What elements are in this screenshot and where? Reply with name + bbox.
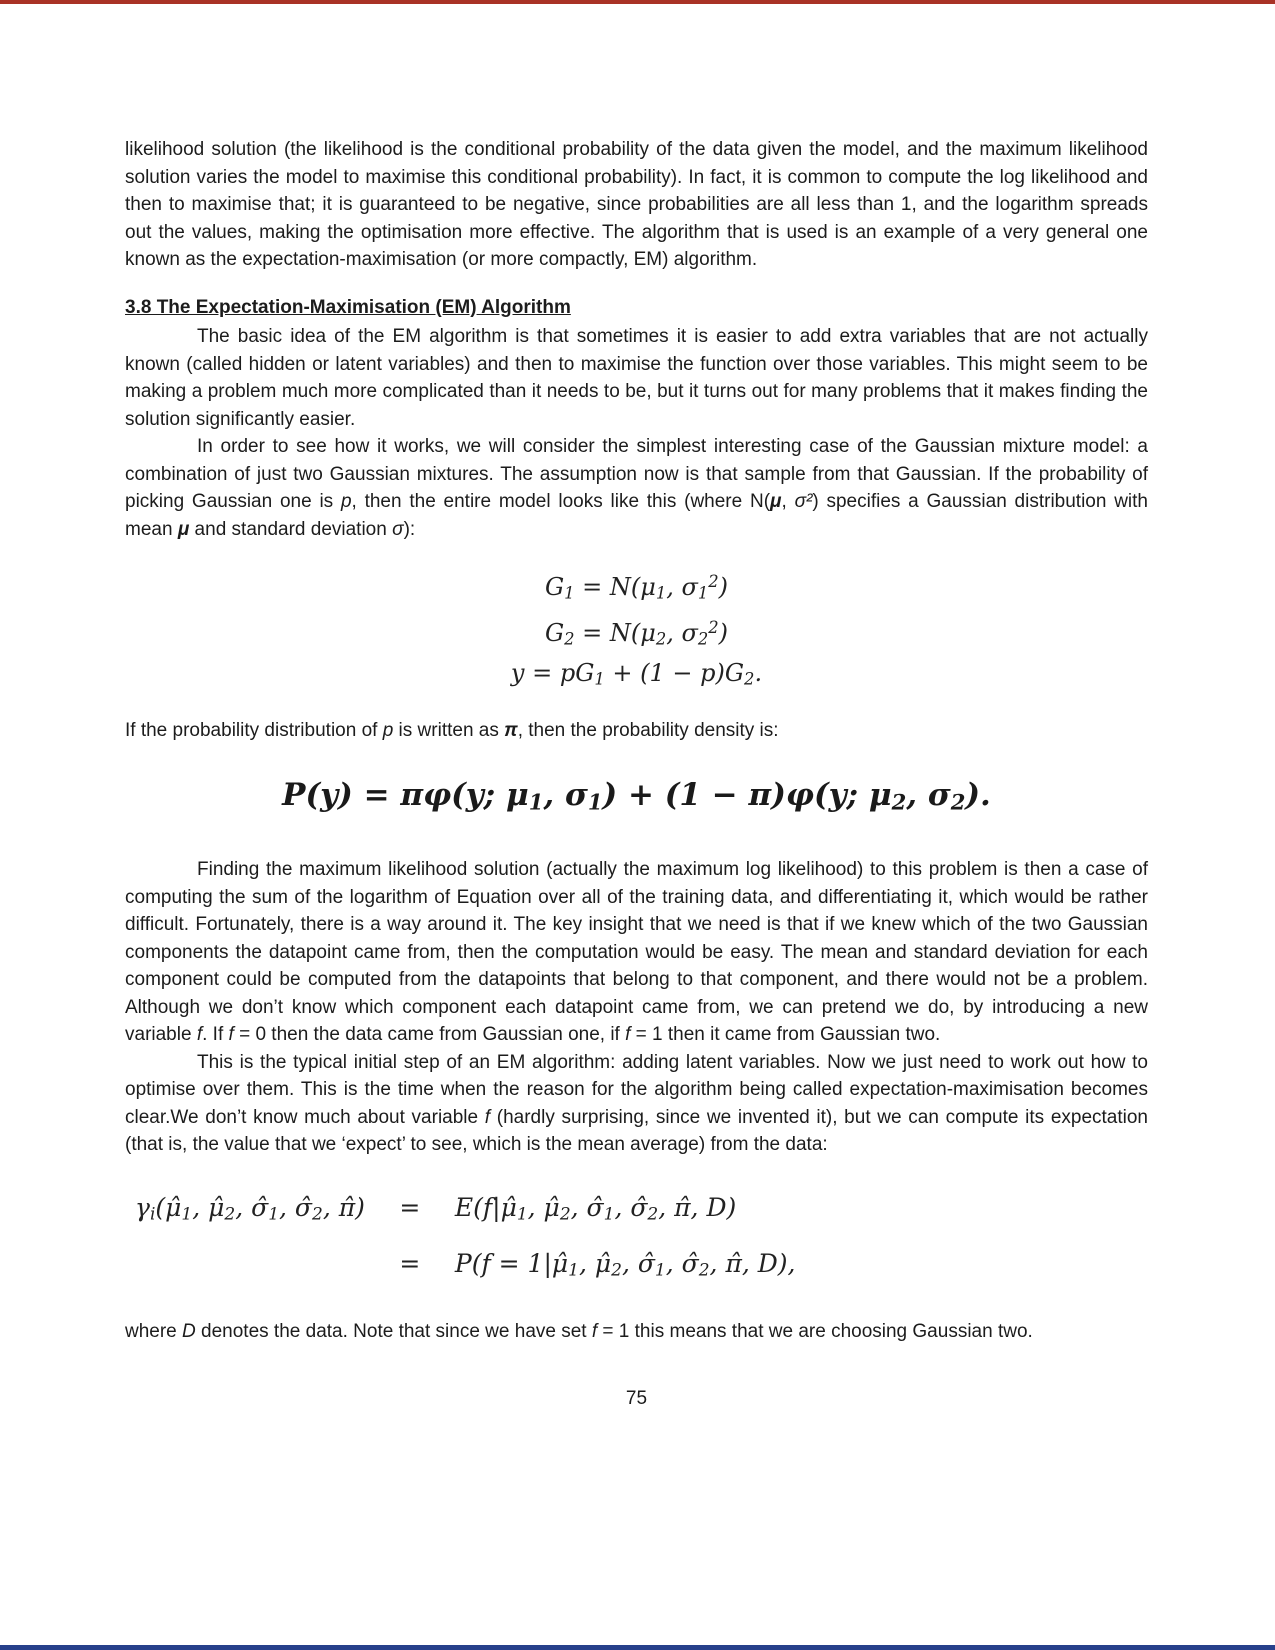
equals-sign: = [399, 1192, 421, 1222]
paragraph-gaussian-mixture: In order to see how it works, we will consider the simplest interesting case of the Gaussian mixture model: a combination of just two Gaussian mixtures. The assumption now is that sample from that Gaussian. If the probability of picking Gaussian one is p, then the entire model looks like this (where N(μ, σ²) specifies a Gaussian distribution with mean μ and standard deviation σ): [125, 436, 1148, 540]
equation-g2: G2 = N(μ2, $\sigma 2^2$) [544, 617, 729, 649]
equation-gaussian-definitions [125, 565, 1148, 697]
paragraph-max-likelihood: Finding the maximum likelihood solution (actually the maximum log likelihood) to this problem is then a case of computing the sum of the logarithm of Equation over all of the training data, and differentiating it, which would be rather difficult. Fortunately, there is a way around it. The key insight that we need is that if we knew which of the two Gaussian components the datapoint came from, then the computation would be easy. The mean and standard deviation for each component could be computed from the datapoints that belong to that component, and there would not be a problem. Although we don’t know which component each datapoint came from, we can pretend we do, by introducing a new variable f. If f = 0 then the data came from Gaussian one, if f = 1 then it came from Gaussian two. [125, 859, 1148, 1046]
equation-gamma-rhs-expectation: E(f|μ̂1, μ̂2, σ̂1, σ̂2, π̂, D) [454, 1192, 737, 1225]
equation-gamma-rhs-probability: P(f = 1|μ̂1, μ̂2, σ̂1, σ̂2, π̂, D), [454, 1249, 796, 1282]
paragraph-probability-distribution: If the probability distribution of p is written as π, then the probability density is: [125, 720, 779, 742]
paragraph-where-d: where D denotes the data. Note that since we have set f = 1 this means that we are choosing Gaussian two. [125, 1321, 1033, 1343]
paragraph-em-initial-step: This is the typical initial step of an EM algorithm: adding latent variables. Now we just need to work out how to optimise over them. This is the time when the reason for the algorithm being called expectation-maximisation becomes clear.We don’t know much about variable f (hardly surprising, since we invented it), but we can compute its expectation (that is, the value that we ‘expect’ to see, which is the mean average) from the data: [125, 1051, 1149, 1156]
equation-mixture: y = pG1 + (1 − p)G2. [510, 659, 763, 690]
equals-sign: = [399, 1249, 421, 1279]
page-number: 75 [625, 1387, 648, 1409]
paragraph-likelihood-intro: likelihood solution (the likelihood is the conditional probability of the data given the model, and the maximum likelihood solution varies the model to maximise this conditional probability). In fact, it is common to compute the log likelihood and then to maximise that; it is guaranteed to be negative, since probabilities are all less than 1, and the logarithm spreads out the values, making the optimisation more effective. The algorithm that is used is an example of a very general one known as the expectation-maximisation (or more compactly, EM) algorithm. [125, 139, 1148, 270]
page-edge-bottom [0, 1645, 1275, 1650]
paragraph-em-idea: The basic idea of the EM algorithm is that sometimes it is easier to add extra variables that are not actually known (called hidden or latent variables) and then to maximise the function over those variables. This might seem to be making a problem much more complicated than it needs to be, but it turns out for many problems that it makes finding the solution significantly easier. [125, 326, 1148, 430]
section-heading: 3.8 The Expectation-Maximisation (EM) Algorithm [125, 296, 571, 318]
page-edge-top [0, 0, 1275, 4]
equation-g1: G1 = N(μ1, $\sigma 1^2$) [544, 572, 729, 603]
equation-gamma-lhs: γi(μ̂1, μ̂2, σ̂1, σ̂2, π̂) [135, 1192, 365, 1225]
equation-probability-density: P(y) = πφ(y; μ1, σ1) + (1 − π)φ(y; μ2, σ2). [282, 776, 991, 815]
equation-gamma-expectation [135, 1191, 1148, 1288]
